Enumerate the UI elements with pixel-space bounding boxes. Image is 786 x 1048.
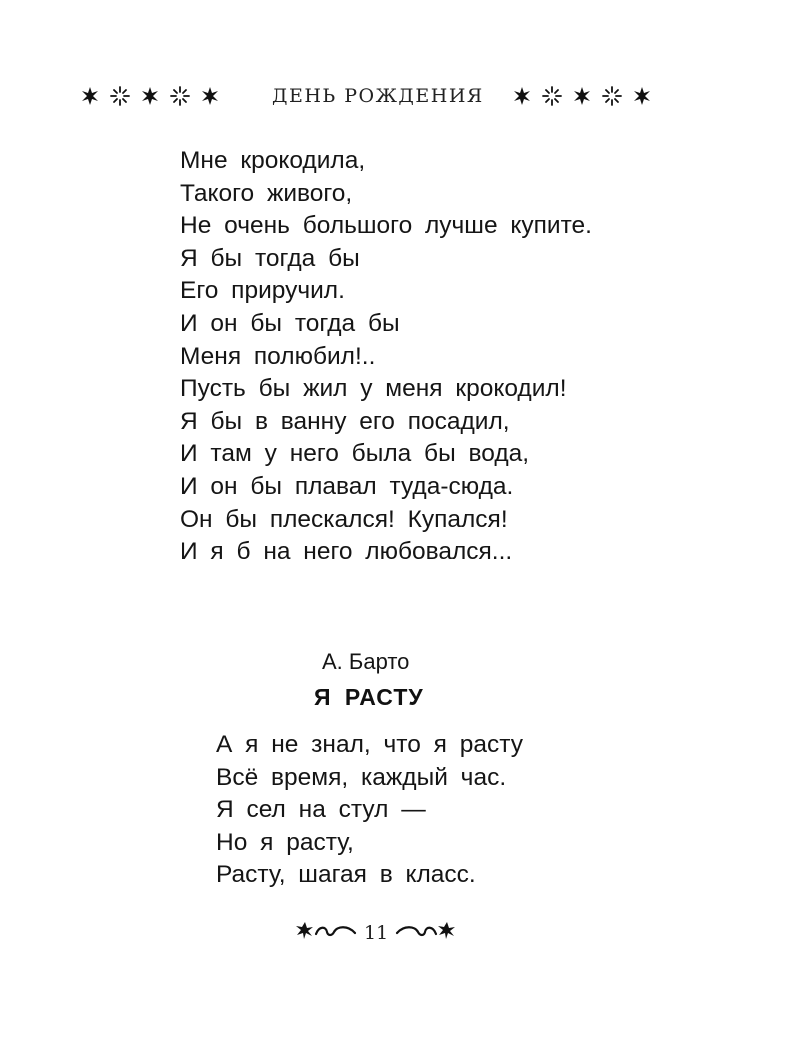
page-number: 11: [364, 922, 389, 944]
poem-line: Его приручил.: [180, 277, 345, 305]
solid-star-icon: [572, 86, 592, 106]
burst-star-icon: [602, 86, 622, 106]
poem-line: И он бы плавал туда-сюда.: [180, 472, 514, 500]
solid-star-icon: [632, 86, 652, 106]
poem-line: И я б на него любовался...: [180, 538, 513, 566]
poem-line: Но я расту,: [216, 828, 354, 856]
poem-line: Не очень большого лучше купите.: [180, 212, 592, 240]
poem-author: А. Барто: [322, 649, 410, 674]
header-ornament-right: [512, 76, 652, 116]
poem-line: Он бы плескался! Купался!: [180, 505, 508, 533]
burst-star-icon: [170, 86, 190, 106]
flourish-left-icon: [296, 919, 358, 948]
poem-line: Такого живого,: [180, 179, 353, 207]
burst-star-icon: [110, 86, 130, 106]
page-footer: [296, 918, 466, 948]
solid-star-icon: [512, 86, 532, 106]
poem-line: Всё время, каждый час.: [216, 763, 507, 791]
poem-line: Я бы в ванну его посадил,: [180, 407, 510, 435]
poem-line: И там у него была бы вода,: [180, 440, 530, 468]
poem-line: Я бы тогда бы: [180, 244, 360, 272]
poem-line: Расту, шагая в класс.: [216, 861, 476, 889]
running-title: ДЕНЬ РОЖДЕНИЯ: [272, 85, 484, 107]
poem-line: Меня полюбил!..: [180, 342, 376, 370]
flourish-right-icon: [394, 919, 456, 948]
running-header: [0, 76, 786, 116]
poem-line: Пусть бы жил у меня крокодил!: [180, 375, 567, 403]
solid-star-icon: [200, 86, 220, 106]
poem-text-continued: [180, 145, 592, 569]
poem-title: Я РАСТУ: [314, 684, 424, 710]
header-ornament-left: [80, 76, 220, 116]
poem-line: Мне крокодила,: [180, 147, 366, 174]
poem-line: А я не знал, что я расту: [216, 731, 523, 758]
poem-line: И он бы тогда бы: [180, 309, 400, 337]
poem-text: [216, 729, 523, 892]
solid-star-icon: [140, 86, 160, 106]
solid-star-icon: [80, 86, 100, 106]
poem-line: Я сел на стул —: [216, 796, 426, 824]
burst-star-icon: [542, 86, 562, 106]
